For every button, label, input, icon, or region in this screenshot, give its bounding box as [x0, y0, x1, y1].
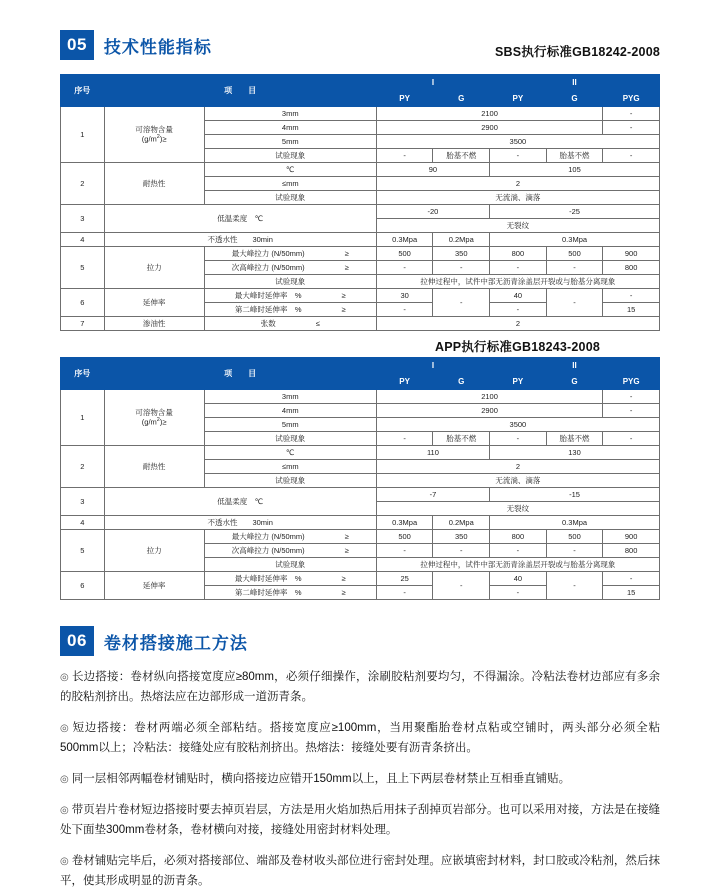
construction-note-item — [60, 668, 660, 708]
header-cell: 项 目 — [104, 75, 376, 107]
table-header-row — [61, 75, 660, 92]
header-cell: PYG — [603, 92, 660, 107]
table-value-cell: 0.2Mpa — [433, 516, 490, 530]
table-value-cell: 500 — [546, 247, 603, 261]
row-number-cell: 5 — [61, 530, 105, 572]
row-subitem-cell: 试验现象 — [204, 191, 376, 205]
table-value-cell: 胎基不燃 — [546, 432, 603, 446]
table-row — [61, 163, 660, 177]
row-name-cell: 不透水性 30min — [104, 233, 376, 247]
header-cell: PY — [490, 375, 547, 390]
table-value-cell: - — [490, 544, 547, 558]
table-value-cell: 800 — [603, 261, 660, 275]
bullet-icon: ◎ — [60, 723, 70, 735]
table-value-cell: - — [433, 289, 490, 317]
section-06-heading — [60, 626, 660, 656]
row-number-cell: 6 — [61, 572, 105, 600]
table-value-cell: - — [490, 261, 547, 275]
table-row — [61, 247, 660, 261]
table-value-cell: - — [376, 303, 433, 317]
table-value-cell: 2 — [376, 317, 659, 331]
table-value-cell: 0.3Mpa — [376, 233, 433, 247]
header-cell: PY — [376, 92, 433, 107]
table-value-cell: 无流淌、滴落 — [376, 191, 659, 205]
table-value-cell: 30 — [376, 289, 433, 303]
row-name-cell: 拉力 — [104, 247, 204, 289]
bullet-icon: ◎ — [60, 856, 69, 868]
table-value-cell: 0.2Mpa — [433, 233, 490, 247]
construction-notes-list — [60, 668, 660, 892]
row-number-cell: 3 — [61, 488, 105, 516]
sbs-spec-table-container — [60, 74, 660, 331]
construction-note-text: 同一层相邻两幅卷材铺贴时，横向搭接边应错开150mm以上，且上下两层卷材禁止互相垂直铺贴。 — [71, 773, 571, 786]
table-value-cell: 胎基不燃 — [433, 432, 490, 446]
row-number-cell: 7 — [61, 317, 105, 331]
table-value-cell: 3500 — [376, 135, 659, 149]
row-number-cell: 6 — [61, 289, 105, 317]
row-name-cell: 延伸率 — [104, 289, 204, 317]
row-subitem-cell: 次高峰拉力 (N/50mm) ≥ — [204, 261, 376, 275]
header-cell: G — [433, 92, 490, 107]
row-number-cell: 4 — [61, 516, 105, 530]
row-subitem-cell: ℃ — [204, 163, 376, 177]
table-value-cell: - — [433, 544, 490, 558]
row-name-cell: 低温柔度 ℃ — [104, 205, 376, 233]
sbs-standard-label: SBS执行标准GB18242-2008 — [495, 45, 660, 59]
table-value-cell: - — [376, 149, 433, 163]
row-name-cell: 耐热性 — [104, 163, 204, 205]
table-header-row — [61, 358, 660, 375]
table-value-cell: - — [490, 303, 547, 317]
table-value-cell: - — [376, 261, 433, 275]
table-value-cell: - — [603, 149, 660, 163]
table-value-cell: 2 — [376, 460, 659, 474]
bullet-icon: ◎ — [60, 672, 69, 683]
table-value-cell: - — [546, 544, 603, 558]
header-cell: G — [433, 375, 490, 390]
construction-note-item — [60, 801, 660, 841]
table-value-cell: - — [376, 544, 433, 558]
table-row — [61, 390, 660, 404]
row-subitem-cell: 最大峰拉力 (N/50mm) ≥ — [204, 247, 376, 261]
row-subitem-cell: 5mm — [204, 135, 376, 149]
row-name-cell: 延伸率 — [104, 572, 204, 600]
table-value-cell: 胎基不燃 — [546, 149, 603, 163]
table-row — [61, 317, 660, 331]
section-05-number: 05 — [60, 30, 94, 60]
table-row — [61, 572, 660, 586]
table-value-cell: 3500 — [376, 418, 659, 432]
header-cell: PY — [490, 92, 547, 107]
row-number-cell: 1 — [61, 107, 105, 163]
construction-note-text: 卷材铺贴完毕后，必须对搭接部位、端部及卷材收头部位进行密封处理。应嵌填密封材料，封口胶或冷粘剂，然后抹平，使其形成明显的沥青条。 — [60, 855, 660, 888]
row-subitem-cell: 试验现象 — [204, 275, 376, 289]
section-05-title: 技术性能指标 — [103, 37, 212, 57]
header-cell: II — [490, 358, 660, 375]
section-06-number: 06 — [60, 626, 94, 656]
construction-note-text: 带页岩片卷材短边搭接时要去掉页岩层，方法是用火焰加热后用抹子刮掉页岩部分。也可以采用对接，方法是在接缝处下面垫300mm卷材条，卷材横向对接，接缝处用密封材料处理。 — [60, 804, 660, 837]
table-value-cell: - — [603, 289, 660, 303]
table-row — [61, 289, 660, 303]
table-value-cell: 拉伸过程中，试件中部无沥青涂盖层开裂或与胎基分离现象 — [376, 558, 659, 572]
table-row — [61, 446, 660, 460]
table-value-cell: - — [433, 572, 490, 600]
table-row — [61, 516, 660, 530]
header-cell: PYG — [603, 375, 660, 390]
table-value-cell: 500 — [376, 530, 433, 544]
table-value-cell: - — [603, 404, 660, 418]
header-cell: 序号 — [61, 358, 105, 390]
table-value-cell: 0.3Mpa — [490, 516, 660, 530]
header-cell: PY — [376, 375, 433, 390]
table-value-cell: 800 — [603, 544, 660, 558]
table-value-cell: 900 — [603, 530, 660, 544]
row-subitem-cell: ≤mm — [204, 177, 376, 191]
table-row — [61, 530, 660, 544]
table-value-cell: 15 — [603, 303, 660, 317]
row-name-cell: 可溶物含量 $(g/m^2)\ge$ — [104, 107, 204, 163]
table-value-cell: 2 — [376, 177, 659, 191]
table-value-cell: - — [490, 432, 547, 446]
row-subitem-cell: 试验现象 — [204, 432, 376, 446]
table-row — [61, 107, 660, 121]
row-name-cell: 耐热性 — [104, 446, 204, 488]
row-subitem-cell: 次高峰拉力 (N/50mm) ≥ — [204, 544, 376, 558]
row-name-cell: 低温柔度 ℃ — [104, 488, 376, 516]
table-value-cell: - — [546, 289, 603, 317]
section-06-title: 卷材搭接施工方法 — [103, 633, 248, 653]
row-subitem-cell: 第二峰时延伸率 % ≥ — [204, 586, 376, 600]
table-value-cell: 350 — [433, 247, 490, 261]
construction-note-item — [60, 852, 660, 892]
row-number-cell: 2 — [61, 446, 105, 488]
header-cell: II — [490, 75, 660, 92]
table-value-cell: - — [376, 432, 433, 446]
app-standard-label: APP执行标准GB18243-2008 — [435, 340, 600, 354]
table-row — [61, 488, 660, 502]
table-value-cell: -25 — [490, 205, 660, 219]
table-value-cell: 800 — [490, 530, 547, 544]
row-name-cell: 拉力 — [104, 530, 204, 572]
table-value-cell: - — [603, 432, 660, 446]
header-cell: G — [546, 92, 603, 107]
table-value-cell: - — [490, 149, 547, 163]
bullet-icon: ◎ — [60, 805, 69, 817]
table-value-cell: 40 — [490, 572, 547, 586]
row-subitem-cell: 3mm — [204, 107, 376, 121]
header-cell: I — [376, 358, 489, 375]
table-value-cell: 2100 — [376, 107, 603, 121]
row-number-cell: 3 — [61, 205, 105, 233]
bullet-icon: ◎ — [60, 774, 69, 786]
construction-note-item — [60, 719, 660, 759]
table-value-cell: -15 — [490, 488, 660, 502]
header-cell: G — [546, 375, 603, 390]
row-subitem-cell: 4mm — [204, 404, 376, 418]
table-value-cell: 无流淌、滴落 — [376, 474, 659, 488]
table-value-cell: 40 — [490, 289, 547, 303]
row-name-cell: 可溶物含量 $(g/m^2)\ge$ — [104, 390, 204, 446]
header-cell: 序号 — [61, 75, 105, 107]
table-value-cell: 90 — [376, 163, 489, 177]
row-subitem-cell: 5mm — [204, 418, 376, 432]
table-value-cell: 350 — [433, 530, 490, 544]
table-value-cell: -7 — [376, 488, 489, 502]
table-value-cell: 拉伸过程中，试件中部无沥青涂盖层开裂或与胎基分离现象 — [376, 275, 659, 289]
table-row — [61, 205, 660, 219]
app-spec-table — [60, 357, 660, 600]
section-05-heading — [60, 0, 660, 60]
table-value-cell: 500 — [546, 530, 603, 544]
table-value-cell: 0.3Mpa — [376, 516, 433, 530]
table-value-cell: - — [603, 121, 660, 135]
table-value-cell: 15 — [603, 586, 660, 600]
row-subitem-cell: 第二峰时延伸率 % ≥ — [204, 303, 376, 317]
row-number-cell: 2 — [61, 163, 105, 205]
table-value-cell: -20 — [376, 205, 489, 219]
header-cell: 项 目 — [104, 358, 376, 390]
table-value-cell: 2900 — [376, 121, 603, 135]
row-subitem-cell: 最大峰时延伸率 % ≥ — [204, 572, 376, 586]
table-value-cell: - — [546, 572, 603, 600]
row-subitem-cell: ℃ — [204, 446, 376, 460]
table-value-cell: - — [376, 586, 433, 600]
table-value-cell: - — [603, 390, 660, 404]
row-subitem-cell: 试验现象 — [204, 474, 376, 488]
table-value-cell: 2100 — [376, 390, 603, 404]
row-subitem-cell: 最大峰拉力 (N/50mm) ≥ — [204, 530, 376, 544]
table-value-cell: 25 — [376, 572, 433, 586]
table-value-cell: - — [490, 586, 547, 600]
table-value-cell: 无裂纹 — [376, 219, 659, 233]
construction-note-text: 短边搭接：卷材两端必须全部粘结。搭接宽度应≥100mm，当用聚酯胎卷材点粘或空铺时，两头部分必须全粘500mm以上；冷粘法：接缝处应有胶粘剂挤出。热熔法：接缝处要有沥青条挤出。 — [60, 722, 660, 754]
table-value-cell: - — [546, 261, 603, 275]
table-value-cell: 500 — [376, 247, 433, 261]
row-number-cell: 5 — [61, 247, 105, 289]
table-value-cell: 胎基不燃 — [433, 149, 490, 163]
table-value-cell: - — [433, 261, 490, 275]
header-cell: I — [376, 75, 489, 92]
table-value-cell: 2900 — [376, 404, 603, 418]
table-value-cell: 105 — [490, 163, 660, 177]
construction-note-item — [60, 770, 660, 790]
row-subitem-cell: 张数 ≤ — [204, 317, 376, 331]
table-value-cell: 130 — [490, 446, 660, 460]
sbs-spec-table — [60, 74, 660, 331]
row-subitem-cell: 4mm — [204, 121, 376, 135]
table-row — [61, 233, 660, 247]
row-number-cell: 1 — [61, 390, 105, 446]
row-subitem-cell: 试验现象 — [204, 149, 376, 163]
row-name-cell: 不透水性 30min — [104, 516, 376, 530]
row-subitem-cell: 最大峰时延伸率 % ≥ — [204, 289, 376, 303]
table-value-cell: 0.3Mpa — [490, 233, 660, 247]
row-number-cell: 4 — [61, 233, 105, 247]
row-subitem-cell: 3mm — [204, 390, 376, 404]
row-subitem-cell: 试验现象 — [204, 558, 376, 572]
row-subitem-cell: ≤mm — [204, 460, 376, 474]
table-value-cell: - — [603, 572, 660, 586]
construction-note-text: 长边搭接：卷材纵向搭接宽度应≥80mm，必须仔细操作，涂刷胶粘剂要均匀，不得漏涂。冷粘法卷材边部应有多余的胶粘剂挤出。热熔法应在边部形成一道沥青条。 — [60, 671, 660, 703]
row-name-cell: 渗油性 — [104, 317, 204, 331]
table-value-cell: 800 — [490, 247, 547, 261]
table-value-cell: 900 — [603, 247, 660, 261]
table-value-cell: 无裂纹 — [376, 502, 659, 516]
app-spec-table-container — [60, 357, 660, 600]
table-value-cell: - — [603, 107, 660, 121]
table-value-cell: 110 — [376, 446, 489, 460]
